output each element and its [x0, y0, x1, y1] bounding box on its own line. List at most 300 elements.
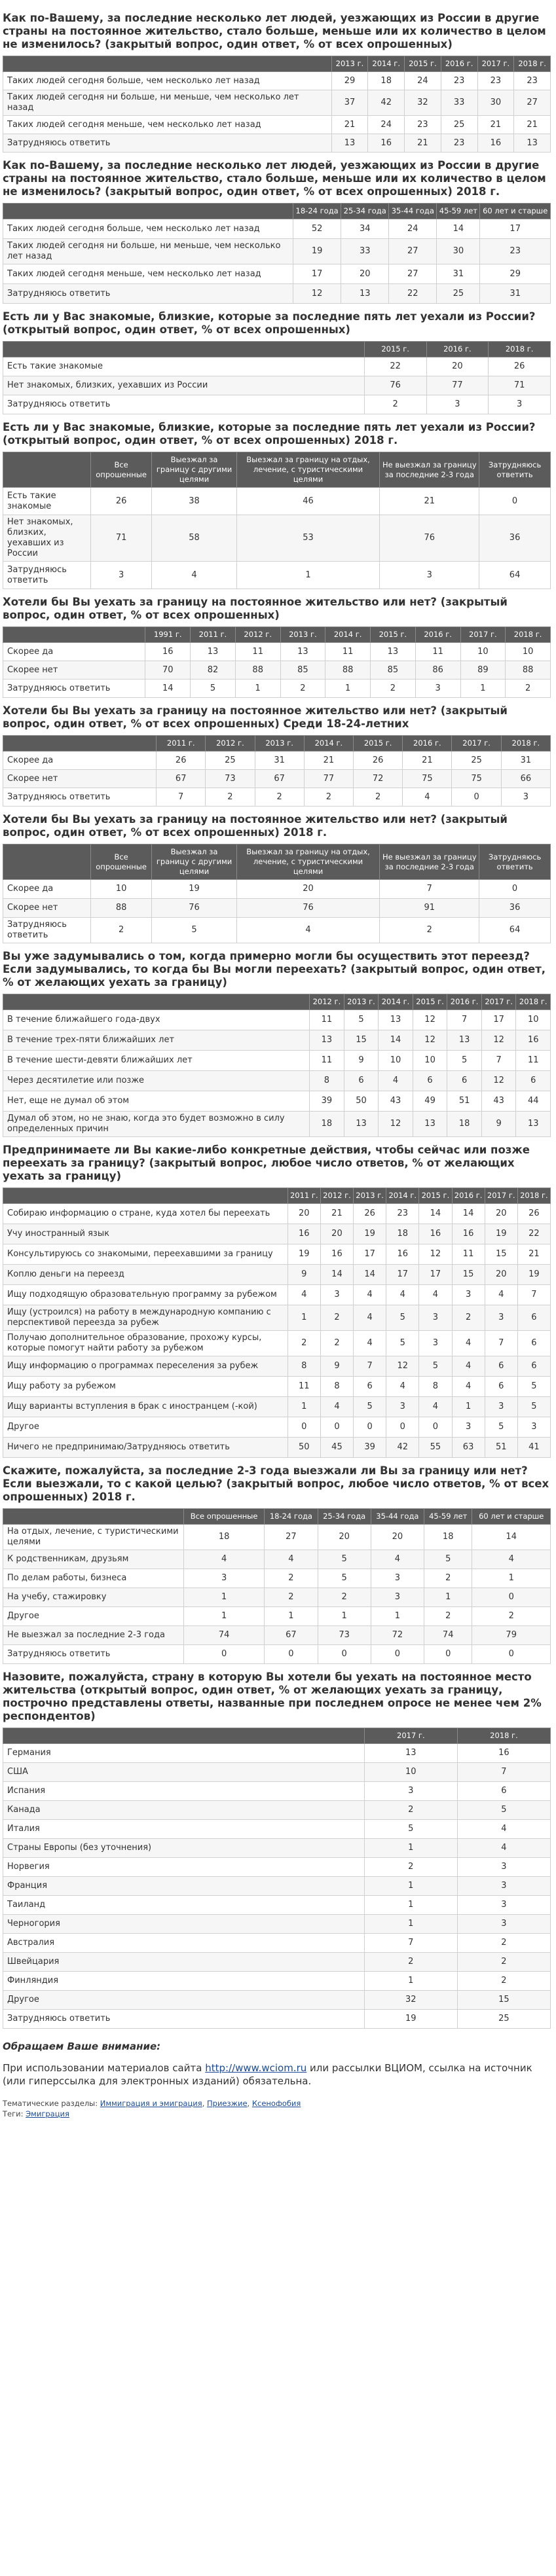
cell-value: 7 [157, 788, 206, 807]
column-header: 2017 г. [460, 627, 506, 643]
table-header-row [3, 56, 551, 72]
cell-value: 76 [364, 376, 426, 395]
cell-value: 73 [206, 770, 255, 788]
table-row [3, 1356, 551, 1377]
cell-value: 4 [354, 1331, 386, 1356]
table-row [3, 1204, 551, 1224]
column-header: 2011 г. [287, 1188, 320, 1204]
cell-value: 10 [364, 1763, 457, 1782]
tag-link[interactable]: Эмиграция [26, 2109, 69, 2118]
results-table [3, 994, 551, 1137]
cell-value: 22 [517, 1224, 550, 1244]
question-title: Скажите, пожалуйста, за последние 2-3 года выезжали ли Вы за границу или нет? Если выезжали, то с какой целью? (закрытый вопрос, любое число ответов, % от всех опрошенных) 2018 г. [3, 1464, 549, 1503]
cell-value: 14 [472, 1525, 551, 1550]
table-row [3, 1285, 551, 1305]
cell-value: 0 [452, 788, 501, 807]
cell-value: 17 [481, 1010, 516, 1030]
cell-value: 1 [364, 1915, 457, 1934]
cell-value: 36 [479, 515, 551, 562]
cell-value: 3 [320, 1285, 353, 1305]
column-header: 35-44 года [371, 1509, 424, 1525]
row-label: Германия [3, 1744, 365, 1763]
cell-value: 1 [460, 680, 506, 698]
cell-value: 14 [437, 219, 480, 239]
cell-value: 2 [364, 1953, 457, 1972]
cell-value: 14 [320, 1265, 353, 1285]
column-header: 60 лет и старше [480, 204, 551, 219]
cell-value: 4 [236, 918, 380, 943]
table-row [3, 264, 551, 284]
cell-value: 26 [90, 488, 152, 515]
cell-value: 33 [341, 239, 389, 264]
table-header-row [3, 1509, 551, 1525]
column-header: 2016 г. [447, 994, 482, 1010]
column-header: 2016 г. [415, 627, 460, 643]
row-label: Другое [3, 1607, 184, 1626]
table-row [3, 357, 551, 376]
column-header: 2018 г. [516, 994, 551, 1010]
row-label: Консультируюсь со знакомыми, переехавшими за границу [3, 1244, 288, 1265]
cell-value: 71 [489, 376, 551, 395]
cell-value: 12 [379, 1112, 413, 1137]
cell-value: 1 [371, 1607, 424, 1626]
table-row [3, 116, 551, 134]
cell-value: 16 [386, 1244, 419, 1265]
cell-value: 76 [236, 899, 380, 918]
column-header: Не выезжал за границу за последние 2-3 года [380, 844, 479, 880]
column-header: 2013 г. [255, 736, 304, 752]
row-label: Канада [3, 1801, 365, 1820]
cell-value: 14 [419, 1204, 452, 1224]
header-blank [3, 844, 91, 880]
question-title: Назовите, пожалуйста, страну в которую Вы хотели бы уехать на постоянное место жительства (открытый вопрос, один ответ, % от желающих уехать за границу, построчно представлены ответы, названные при последнем опросе не менее чем 2% респондентов) [3, 1671, 542, 1722]
cell-value: 67 [265, 1626, 318, 1645]
column-header: Выезжал за границу с другими целями [152, 452, 236, 488]
cell-value: 49 [413, 1091, 447, 1112]
table-row [3, 643, 551, 661]
row-label: Затрудняюсь ответить [3, 284, 293, 304]
row-label: Получаю дополнительное образование, прохожу курсы, которые помогут найти работу за рубежом [3, 1331, 288, 1356]
column-header: 45-59 лет [437, 204, 480, 219]
cell-value: 9 [320, 1356, 353, 1377]
question-title: Есть ли у Вас знакомые, близкие, которые за последние пять лет уехали из России? (открытый вопрос, один ответ, % от всех опрошенных) [3, 310, 536, 336]
question-title: Предпринимаете ли Вы какие-либо конкретные действия, чтобы сейчас или позже переехать за границу? (закрытый вопрос, любое число ответов, % от желающих уехать за границу) [3, 1144, 530, 1182]
column-header: 2012 г. [235, 627, 280, 643]
column-header: 2013 г. [354, 1188, 386, 1204]
row-label: Ищу (устроился) на работу в международную компанию с перспективой переезда за рубеж [3, 1305, 288, 1331]
cell-value: 77 [426, 376, 489, 395]
cell-value: 5 [318, 1550, 371, 1569]
row-label: Думал об этом, но не знаю, когда это будет возможно в силу определенных причин [3, 1112, 310, 1137]
column-header: 2016 г. [441, 56, 477, 72]
cell-value: 3 [371, 1588, 424, 1607]
cell-value: 0 [320, 1417, 353, 1438]
cell-value: 2 [90, 918, 152, 943]
column-header: Затрудняюсь ответить [479, 844, 551, 880]
cell-value: 11 [310, 1010, 344, 1030]
cell-value: 3 [501, 788, 550, 807]
cell-value: 13 [379, 1010, 413, 1030]
column-header: Выезжал за границу с другими целями [152, 844, 236, 880]
cell-value: 5 [344, 1010, 379, 1030]
sections-line: Тематические разделы: Иммиграция и эмиграция, Приезжие, Ксенофобия [3, 2099, 301, 2108]
cell-value: 8 [287, 1356, 320, 1377]
cell-value: 26 [517, 1204, 550, 1224]
question-title: Как по-Вашему, за последние несколько лет людей, уезжающих из России в другие страны на постоянное жительство, стало больше, меньше или их количество в целом не изменилось? (закрытый вопрос, один ответ, % от всех опрошенных) 2018 г. [3, 159, 546, 198]
column-header: 2016 г. [452, 1188, 485, 1204]
row-label: Таких людей сегодня ни больше, ни меньше, чем несколько лет назад [3, 239, 293, 264]
table-row [3, 395, 551, 414]
cell-value: 1 [183, 1607, 264, 1626]
cell-value: 2 [506, 680, 551, 698]
cell-value: 76 [152, 899, 236, 918]
cell-value: 13 [341, 284, 389, 304]
cell-value: 5 [457, 1801, 550, 1820]
cell-value: 21 [514, 116, 551, 134]
cell-value: 1 [325, 680, 371, 698]
cell-value: 13 [310, 1030, 344, 1051]
cell-value: 16 [452, 1224, 485, 1244]
cell-value: 2 [472, 1607, 551, 1626]
cell-value: 3 [485, 1397, 517, 1417]
cell-value: 67 [255, 770, 304, 788]
cell-value: 72 [371, 1626, 424, 1645]
cell-value: 20 [236, 880, 380, 899]
column-header: 2018 г. [514, 56, 551, 72]
section-link[interactable]: Ксенофобия [251, 2099, 301, 2108]
cell-value: 51 [447, 1091, 482, 1112]
column-header: 2016 г. [403, 736, 452, 752]
cell-value: 5 [419, 1356, 452, 1377]
cell-value: 24 [389, 219, 437, 239]
table-row [3, 1051, 551, 1071]
cell-value: 7 [364, 1934, 457, 1953]
row-label: Затрудняюсь ответить [3, 2010, 365, 2029]
section-link[interactable]: Иммиграция и эмиграция [100, 2099, 202, 2108]
cell-value: 58 [152, 515, 236, 562]
cell-value: 9 [287, 1265, 320, 1285]
row-label: Италия [3, 1820, 365, 1839]
cell-value: 3 [380, 562, 479, 589]
cell-value: 19 [354, 1224, 386, 1244]
row-label: Скорее да [3, 880, 91, 899]
question-title: Как по-Вашему, за последние несколько лет людей, уезжающих из России в другие страны на постоянное жительство, стало больше, меньше или их количество в целом не изменилось? (закрытый вопрос, один ответ, % от всех опрошенных) [3, 12, 546, 50]
header-blank [3, 204, 293, 219]
cell-value: 13 [280, 643, 325, 661]
cell-value: 77 [304, 770, 353, 788]
row-label: Ищу подходящую образовательную программу за рубежом [3, 1285, 288, 1305]
cell-value: 43 [481, 1091, 516, 1112]
cell-value: 4 [472, 1550, 551, 1569]
cell-value: 16 [457, 1744, 550, 1763]
cell-value: 52 [293, 219, 341, 239]
cell-value: 2 [280, 680, 325, 698]
survey-tables [3, 12, 551, 2029]
cell-value: 2 [457, 1934, 550, 1953]
cell-value: 18 [424, 1525, 472, 1550]
table-row [3, 1244, 551, 1265]
cell-value: 2 [206, 788, 255, 807]
column-header: 2018 г. [501, 736, 550, 752]
cell-value: 21 [380, 488, 479, 515]
cell-value: 18 [183, 1525, 264, 1550]
table-row [3, 1112, 551, 1137]
section-link[interactable]: Приезжие [207, 2099, 248, 2108]
table-row [3, 880, 551, 899]
row-label: Скорее нет [3, 661, 145, 680]
cell-value: 2 [287, 1331, 320, 1356]
cell-value: 51 [485, 1438, 517, 1458]
cell-value: 3 [517, 1417, 550, 1438]
table-row [3, 1877, 551, 1896]
column-header: 2015 г. [413, 994, 447, 1010]
table-row [3, 918, 551, 943]
cell-value: 14 [379, 1030, 413, 1051]
cell-value: 5 [318, 1569, 371, 1588]
results-table [3, 1188, 551, 1458]
cell-value: 11 [235, 643, 280, 661]
cell-value: 12 [481, 1071, 516, 1091]
table-row [3, 1915, 551, 1934]
cell-value: 3 [489, 395, 551, 414]
table-row [3, 1744, 551, 1763]
table-row [3, 1858, 551, 1877]
cell-value: 25 [441, 116, 477, 134]
cell-value: 1 [265, 1607, 318, 1626]
cell-value: 4 [419, 1285, 452, 1305]
cell-value: 0 [287, 1417, 320, 1438]
cell-value: 13 [331, 134, 368, 153]
results-table [3, 203, 551, 304]
question-title: Хотели бы Вы уехать за границу на постоянное жительство или нет? (закрытый вопрос, один ответ, % от всех опрошенных) Среди 18-24-летних [3, 704, 508, 730]
column-header: 2014 г. [325, 627, 371, 643]
cell-value: 16 [320, 1244, 353, 1265]
cell-value: 5 [517, 1397, 550, 1417]
row-label: Другое [3, 1991, 365, 2010]
cell-value: 0 [419, 1417, 452, 1438]
cell-value: 7 [447, 1010, 482, 1030]
cell-value: 20 [318, 1525, 371, 1550]
row-label: Таиланд [3, 1896, 365, 1915]
cell-value: 3 [90, 562, 152, 589]
cell-value: 1 [364, 1877, 457, 1896]
table-row [3, 1569, 551, 1588]
cell-value: 3 [426, 395, 489, 414]
cell-value: 12 [413, 1010, 447, 1030]
cell-value: 5 [424, 1550, 472, 1569]
cell-value: 2 [457, 1972, 550, 1991]
table-row [3, 134, 551, 153]
cell-value: 6 [447, 1071, 482, 1091]
cell-value: 16 [419, 1224, 452, 1244]
cell-value: 0 [371, 1645, 424, 1664]
results-table [3, 452, 551, 589]
cell-value: 2 [457, 1953, 550, 1972]
cell-value: 15 [344, 1030, 379, 1051]
cell-value: 13 [344, 1112, 379, 1137]
column-header: 25-34 года [341, 204, 389, 219]
cell-value: 0 [479, 880, 551, 899]
cell-value: 63 [452, 1438, 485, 1458]
table-row [3, 1607, 551, 1626]
table-row [3, 680, 551, 698]
column-header: 2016 г. [426, 342, 489, 357]
row-label: Испания [3, 1782, 365, 1801]
cell-value: 23 [441, 134, 477, 153]
column-header: 18-24 года [265, 1509, 318, 1525]
table-row [3, 1091, 551, 1112]
cell-value: 76 [380, 515, 479, 562]
cell-value: 1 [287, 1305, 320, 1331]
row-label: Есть такие знакомые [3, 357, 365, 376]
column-header: 2018 г. [489, 342, 551, 357]
cell-value: 0 [183, 1645, 264, 1664]
cell-value: 4 [452, 1331, 485, 1356]
row-label: На учебу, стажировку [3, 1588, 184, 1607]
cell-value: 2 [320, 1305, 353, 1331]
cell-value: 3 [457, 1877, 550, 1896]
cell-value: 33 [441, 90, 477, 116]
cell-value: 1 [183, 1588, 264, 1607]
cell-value: 2 [364, 395, 426, 414]
row-label: Таких людей сегодня ни больше, ни меньше, чем несколько лет назад [3, 90, 332, 116]
table-row [3, 1550, 551, 1569]
column-header: 2011 г. [191, 627, 236, 643]
table-row [3, 219, 551, 239]
wciom-link[interactable]: http://www.wciom.ru [205, 2062, 307, 2074]
row-label: Учу иностранный язык [3, 1224, 288, 1244]
row-label: Коплю деньги на переезд [3, 1265, 288, 1285]
row-label: Затрудняюсь ответить [3, 562, 91, 589]
cell-value: 79 [472, 1626, 551, 1645]
cell-value: 13 [413, 1112, 447, 1137]
cell-value: 29 [331, 72, 368, 90]
column-header: Все опрошенные [183, 1509, 264, 1525]
column-header: Не выезжал за границу за последние 2-3 года [380, 452, 479, 488]
cell-value: 16 [145, 643, 191, 661]
cell-value: 24 [405, 72, 441, 90]
table-header-row [3, 1188, 551, 1204]
table-row [3, 899, 551, 918]
cell-value: 2 [265, 1569, 318, 1588]
column-header: 2017 г. [364, 1728, 457, 1744]
cell-value: 30 [477, 90, 514, 116]
cell-value: 27 [514, 90, 551, 116]
row-label: Таких людей сегодня больше, чем несколько лет назад [3, 219, 293, 239]
row-label: Через десятилетие или позже [3, 1071, 310, 1091]
cell-value: 1 [452, 1397, 485, 1417]
cell-value: 39 [354, 1438, 386, 1458]
cell-value: 4 [265, 1550, 318, 1569]
table-row [3, 1820, 551, 1839]
table-row [3, 1839, 551, 1858]
cell-value: 25 [437, 284, 480, 304]
cell-value: 37 [331, 90, 368, 116]
cell-value: 22 [389, 284, 437, 304]
cell-value: 88 [90, 899, 152, 918]
cell-value: 88 [325, 661, 371, 680]
cell-value: 6 [517, 1331, 550, 1356]
cell-value: 19 [364, 2010, 457, 2029]
table-row [3, 239, 551, 264]
cell-value: 12 [386, 1356, 419, 1377]
table-row [3, 488, 551, 515]
cell-value: 7 [457, 1763, 550, 1782]
cell-value: 19 [287, 1244, 320, 1265]
results-table [3, 626, 551, 698]
cell-value: 26 [354, 1204, 386, 1224]
note-title: Обращаем Ваше внимание: [3, 2041, 161, 2052]
row-label: Есть такие знакомые [3, 488, 91, 515]
row-label: Ищу работу за рубежом [3, 1377, 288, 1397]
cell-value: 85 [280, 661, 325, 680]
cell-value: 20 [371, 1525, 424, 1550]
row-label: Таких людей сегодня больше, чем несколько лет назад [3, 72, 332, 90]
cell-value: 42 [386, 1438, 419, 1458]
table-header-row [3, 1728, 551, 1744]
header-blank [3, 736, 157, 752]
cell-value: 4 [354, 1285, 386, 1305]
table-row [3, 1377, 551, 1397]
cell-value: 12 [481, 1030, 516, 1051]
table-row [3, 1071, 551, 1091]
cell-value: 2 [424, 1607, 472, 1626]
cell-value: 3 [457, 1858, 550, 1877]
table-row [3, 1030, 551, 1051]
results-table [3, 1508, 551, 1664]
cell-value: 15 [485, 1244, 517, 1265]
cell-value: 22 [364, 357, 426, 376]
cell-value: 3 [415, 680, 460, 698]
cell-value: 31 [501, 752, 550, 770]
cell-value: 18 [386, 1224, 419, 1244]
cell-value: 32 [405, 90, 441, 116]
cell-value: 3 [419, 1331, 452, 1356]
cell-value: 5 [447, 1051, 482, 1071]
cell-value: 50 [287, 1438, 320, 1458]
cell-value: 7 [354, 1356, 386, 1377]
cell-value: 88 [235, 661, 280, 680]
cell-value: 3 [452, 1285, 485, 1305]
column-header: 45-59 лет [424, 1509, 472, 1525]
cell-value: 12 [293, 284, 341, 304]
cell-value: 5 [386, 1305, 419, 1331]
cell-value: 46 [236, 488, 380, 515]
cell-value: 3 [485, 1305, 517, 1331]
cell-value: 82 [191, 661, 236, 680]
table-row [3, 1626, 551, 1645]
row-label: Скорее нет [3, 770, 157, 788]
row-label: Затрудняюсь ответить [3, 1645, 184, 1664]
table-row [3, 90, 551, 116]
cell-value: 11 [516, 1051, 551, 1071]
cell-value: 4 [183, 1550, 264, 1569]
cell-value: 2 [364, 1858, 457, 1877]
cell-value: 31 [255, 752, 304, 770]
row-label: Ничего не предпринимаю/Затрудняюсь ответить [3, 1438, 288, 1458]
table-row [3, 2010, 551, 2029]
table-row [3, 1588, 551, 1607]
cell-value: 3 [371, 1569, 424, 1588]
cell-value: 1 [364, 1896, 457, 1915]
column-header: 2018 г. [517, 1188, 550, 1204]
cell-value: 17 [386, 1265, 419, 1285]
table-row [3, 376, 551, 395]
cell-value: 21 [403, 752, 452, 770]
cell-value: 16 [287, 1224, 320, 1244]
cell-value: 21 [517, 1244, 550, 1265]
cell-value: 23 [514, 72, 551, 90]
